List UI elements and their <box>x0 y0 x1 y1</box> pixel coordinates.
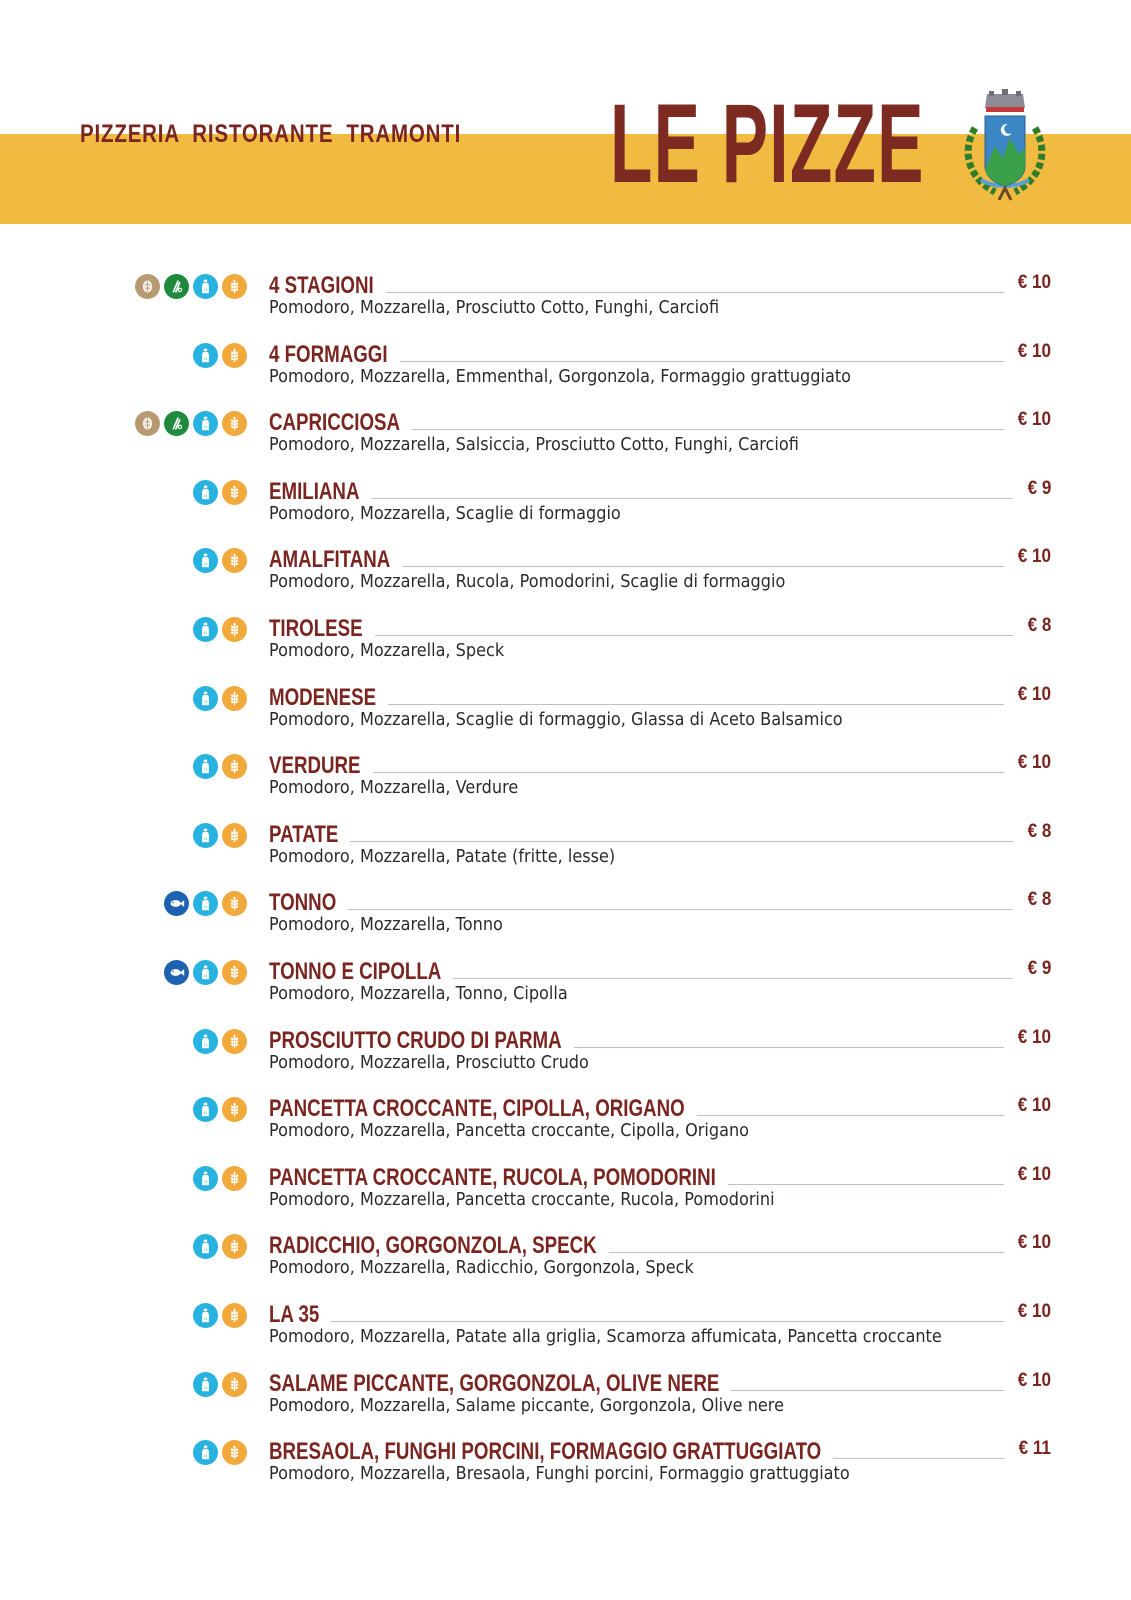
leader-line <box>386 292 1004 293</box>
leader-line <box>402 566 1003 567</box>
allergen-icons <box>193 1029 247 1054</box>
svg-text:Lt: Lt <box>203 493 208 498</box>
pizza-name: PATATE <box>269 820 339 848</box>
milk-bottle-icon <box>193 1440 218 1465</box>
milk-bottle-icon <box>193 754 218 779</box>
leader-line <box>388 704 1004 705</box>
pizza-name: LA 35 <box>269 1300 320 1328</box>
milk-bottle-icon <box>193 480 218 505</box>
milk-bottle-icon <box>193 1029 218 1054</box>
milk-bottle-icon <box>193 960 218 985</box>
menu-item-4 <box>0 544 1131 613</box>
menu-item-15 <box>0 1299 1131 1368</box>
pizza-name: BRESAOLA, FUNGHI PORCINI, FORMAGGIO GRATTUGGIATO <box>269 1438 822 1466</box>
wheat-icon <box>222 1234 247 1259</box>
leader-line <box>728 1184 1004 1185</box>
pizza-ingredients: Pomodoro, Mozzarella, Patate (fritte, lesse) <box>269 846 616 867</box>
pizza-name: EMILIANA <box>269 477 360 505</box>
pizza-name: 4 FORMAGGI <box>269 340 388 368</box>
milk-bottle-icon <box>193 1372 218 1397</box>
svg-text:Lt: Lt <box>203 1179 208 1184</box>
fish-icon <box>164 891 189 916</box>
pizza-ingredients: Pomodoro, Mozzarella, Bresaola, Funghi porcini, Formaggio grattuggiato <box>269 1464 850 1485</box>
menu-item-0 <box>0 270 1131 339</box>
allergen-icons <box>135 274 247 299</box>
pizza-price: € 10 <box>1017 1369 1051 1391</box>
pizza-name: SALAME PICCANTE, GORGONZOLA, OLIVE NERE <box>269 1369 720 1397</box>
allergen-icons <box>193 1234 247 1259</box>
leader-line <box>697 1115 1004 1116</box>
wheat-icon <box>222 1097 247 1122</box>
pizza-name: MODENESE <box>269 683 377 711</box>
wheat-icon <box>222 343 247 368</box>
wheat-icon <box>222 1372 247 1397</box>
svg-text:Lt: Lt <box>203 973 208 978</box>
pizza-price: € 8 <box>1027 889 1051 911</box>
pizza-price: € 8 <box>1027 614 1051 636</box>
svg-text:Lt: Lt <box>203 1316 208 1321</box>
pizza-ingredients: Pomodoro, Mozzarella, Tonno, Cipolla <box>269 983 568 1004</box>
pizza-name: RADICCHIO, GORGONZOLA, SPECK <box>269 1232 597 1260</box>
wheat-icon <box>222 1440 247 1465</box>
pizza-price: € 10 <box>1017 1026 1051 1048</box>
menu-item-11 <box>0 1025 1131 1094</box>
menu-item-12 <box>0 1093 1131 1162</box>
pizza-name: PANCETTA CROCCANTE, RUCOLA, POMODORINI <box>269 1163 716 1191</box>
milk-bottle-icon <box>193 1097 218 1122</box>
leader-line <box>574 1047 1004 1048</box>
pizza-price: € 10 <box>1017 1232 1051 1254</box>
leader-line <box>350 841 1013 842</box>
pizza-price: € 10 <box>1017 752 1051 774</box>
nut-icon <box>135 274 160 299</box>
pizza-price: € 10 <box>1017 1300 1051 1322</box>
allergen-icons <box>193 548 247 573</box>
allergen-icons <box>193 1166 247 1191</box>
menu-item-8 <box>0 819 1131 888</box>
menu-item-2 <box>0 407 1131 476</box>
svg-text:Lt: Lt <box>203 836 208 841</box>
svg-text:Lt: Lt <box>203 699 208 704</box>
allergen-icons <box>164 960 247 985</box>
pizza-name: PANCETTA CROCCANTE, CIPOLLA, ORIGANO <box>269 1095 685 1123</box>
wheat-icon <box>222 1166 247 1191</box>
pizza-price: € 9 <box>1027 957 1051 979</box>
pizza-price: € 10 <box>1017 272 1051 293</box>
pizza-price: € 10 <box>1017 683 1051 705</box>
svg-text:Lt: Lt <box>203 905 208 910</box>
pizza-ingredients: Pomodoro, Mozzarella, Scaglie di formaggio <box>269 503 621 524</box>
milk-bottle-icon <box>193 274 218 299</box>
pizza-menu <box>0 270 1131 1505</box>
allergen-icons <box>193 1440 247 1465</box>
milk-bottle-icon <box>193 891 218 916</box>
milk-bottle-icon <box>193 1303 218 1328</box>
menu-item-1 <box>0 339 1131 408</box>
pizza-ingredients: Pomodoro, Mozzarella, Prosciutto Cotto, Funghi, Carciofi <box>269 298 720 318</box>
allergen-icons <box>193 823 247 848</box>
allergen-icons <box>193 1097 247 1122</box>
svg-text:Lt: Lt <box>203 562 208 567</box>
pizza-ingredients: Pomodoro, Mozzarella, Emmenthal, Gorgonzola, Formaggio grattuggiato <box>269 366 852 387</box>
pizza-price: € 10 <box>1017 1163 1051 1185</box>
milk-bottle-icon <box>193 617 218 642</box>
svg-text:Lt: Lt <box>203 630 208 635</box>
milk-bottle-icon <box>193 343 218 368</box>
nut-icon <box>135 411 160 436</box>
allergen-icons <box>193 754 247 779</box>
allergen-icons <box>193 1372 247 1397</box>
leader-line <box>609 1252 1004 1253</box>
pizza-ingredients: Pomodoro, Mozzarella, Scaglie di formaggio, Glassa di Aceto Balsamico <box>269 709 843 730</box>
wheat-icon <box>222 1303 247 1328</box>
milk-bottle-icon <box>193 686 218 711</box>
svg-text:Lt: Lt <box>203 356 208 361</box>
wheat-icon <box>222 1029 247 1054</box>
leader-line <box>412 429 1004 430</box>
milk-bottle-icon <box>193 1166 218 1191</box>
pizza-name: VERDURE <box>269 752 361 780</box>
fish-icon <box>164 960 189 985</box>
pizza-price: € 10 <box>1017 340 1051 362</box>
menu-item-9 <box>0 887 1131 956</box>
pizza-price: € 10 <box>1017 409 1051 431</box>
pizza-ingredients: Pomodoro, Mozzarella, Speck <box>269 640 505 661</box>
svg-text:Lt: Lt <box>203 1042 208 1047</box>
svg-text:Lt: Lt <box>203 424 208 429</box>
milk-bottle-icon <box>193 1234 218 1259</box>
wheat-icon <box>222 754 247 779</box>
wheat-icon <box>222 686 247 711</box>
pizza-ingredients: Pomodoro, Mozzarella, Rucola, Pomodorini, Scaglie di formaggio <box>269 572 786 593</box>
pizza-ingredients: Pomodoro, Mozzarella, Pancetta croccante, Cipolla, Origano <box>269 1121 750 1142</box>
allergen-icons <box>135 411 247 436</box>
svg-text:Lt: Lt <box>203 1453 208 1458</box>
leader-line <box>833 1458 1004 1459</box>
pizza-ingredients: Pomodoro, Mozzarella, Patate alla griglia, Scamorza affumicata, Pancetta croccante <box>269 1326 942 1347</box>
pizza-ingredients: Pomodoro, Mozzarella, Salame piccante, Gorgonzola, Olive nere <box>269 1395 784 1416</box>
allergen-icons <box>164 891 247 916</box>
pizza-ingredients: Pomodoro, Mozzarella, Pancetta croccante, Rucola, Pomodorini <box>269 1189 775 1210</box>
leader-line <box>331 1321 1003 1322</box>
page-title: LE PIZZE <box>610 81 925 206</box>
leader-line <box>375 635 1014 636</box>
pizza-name: 4 STAGIONI <box>269 272 374 299</box>
leader-line <box>731 1390 1003 1391</box>
leader-line <box>453 978 1013 979</box>
pizza-price: € 11 <box>1018 1438 1051 1460</box>
pizza-name: TIROLESE <box>269 614 363 642</box>
menu-item-6 <box>0 682 1131 751</box>
milk-bottle-icon <box>193 411 218 436</box>
celery-icon <box>164 274 189 299</box>
svg-text:Lt: Lt <box>203 287 208 292</box>
pizza-name: TONNO <box>269 889 337 917</box>
celery-icon <box>164 411 189 436</box>
pizza-name: PROSCIUTTO CRUDO DI PARMA <box>269 1026 562 1054</box>
wheat-icon <box>222 274 247 299</box>
allergen-icons <box>193 686 247 711</box>
wheat-icon <box>222 617 247 642</box>
menu-item-16 <box>0 1368 1131 1437</box>
svg-text:Lt: Lt <box>203 1110 208 1115</box>
restaurant-name: PIZZERIA RISTORANTE TRAMONTI <box>80 120 462 148</box>
menu-item-13 <box>0 1162 1131 1231</box>
pizza-ingredients: Pomodoro, Mozzarella, Radicchio, Gorgonzola, Speck <box>269 1258 694 1279</box>
pizza-ingredients: Pomodoro, Mozzarella, Prosciutto Crudo <box>269 1052 589 1073</box>
pizza-name: TONNO E CIPOLLA <box>269 957 442 985</box>
leader-line <box>348 909 1013 910</box>
wheat-icon <box>222 891 247 916</box>
menu-item-5 <box>0 613 1131 682</box>
menu-item-14 <box>0 1230 1131 1299</box>
svg-text:Lt: Lt <box>203 1385 208 1390</box>
pizza-name: AMALFITANA <box>269 546 391 574</box>
pizza-ingredients: Pomodoro, Mozzarella, Tonno <box>269 915 503 936</box>
allergen-icons <box>193 617 247 642</box>
leader-line <box>371 498 1013 499</box>
coat-of-arms-icon <box>955 88 1055 208</box>
wheat-icon <box>222 823 247 848</box>
pizza-ingredients: Pomodoro, Mozzarella, Verdure <box>269 778 519 799</box>
pizza-price: € 10 <box>1017 546 1051 568</box>
pizza-ingredients: Pomodoro, Mozzarella, Salsiccia, Prosciutto Cotto, Funghi, Carciofi <box>269 435 799 456</box>
pizza-name: CAPRICCIOSA <box>269 409 401 437</box>
leader-line <box>400 361 1004 362</box>
pizza-price: € 8 <box>1027 820 1051 842</box>
leader-line <box>373 772 1004 773</box>
svg-text:Lt: Lt <box>203 1248 208 1253</box>
menu-item-17 <box>0 1436 1131 1505</box>
svg-text:Lt: Lt <box>203 767 208 772</box>
allergen-icons <box>193 1303 247 1328</box>
wheat-icon <box>222 960 247 985</box>
menu-item-10 <box>0 956 1131 1025</box>
menu-item-7 <box>0 750 1131 819</box>
pizza-price: € 9 <box>1027 477 1051 499</box>
menu-item-3 <box>0 476 1131 545</box>
milk-bottle-icon <box>193 548 218 573</box>
wheat-icon <box>222 480 247 505</box>
milk-bottle-icon <box>193 823 218 848</box>
allergen-icons <box>193 480 247 505</box>
allergen-icons <box>193 343 247 368</box>
wheat-icon <box>222 548 247 573</box>
wheat-icon <box>222 411 247 436</box>
pizza-price: € 10 <box>1017 1095 1051 1117</box>
